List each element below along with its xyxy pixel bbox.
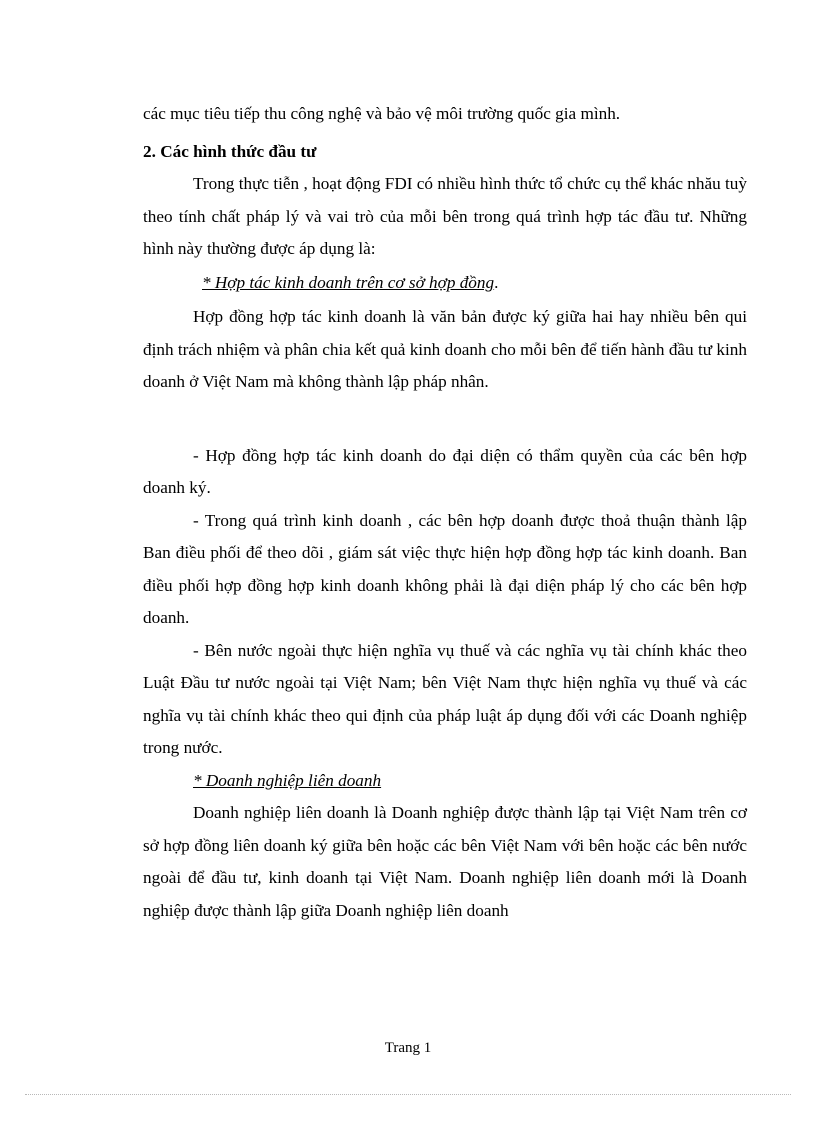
- subheading-joint-venture-text: * Doanh nghiệp liên doanh: [193, 770, 382, 790]
- document-body: [143, 98, 747, 927]
- intro-paragraph: Trong thực tiễn , hoạt động FDI có nhiều hình thức tổ chức cụ thể khác nhău tuỳ theo tính chất pháp lý và vai trò của mỗi bên trong quá trình hợp tác đầu tư. Những hình này thường được áp dụng là:: [143, 174, 747, 258]
- subheading-contract-cooperation: [143, 267, 747, 300]
- joint-venture-paragraph: Doanh nghiệp liên doanh là Doanh nghiệp được thành lập tại Việt Nam trên cơ sở hợp đồng liên doanh ký giữa bên hoặc các bên Việt Nam với bên hoặc các bên nước ngoài để đầu tư, kinh doanh tại Việt Nam. Doanh nghiệp liên doanh mới là Doanh nghiệp được thành lập giữa Doanh nghiệp liên doanh: [143, 803, 747, 920]
- section-heading: 2. Các hình thức đầu tư: [143, 141, 317, 161]
- subheading-contract-cooperation-text: * Hợp tác kinh doanh trên cơ sở hợp đồng: [202, 272, 495, 292]
- page-bottom-divider: [25, 1094, 791, 1095]
- subheading-period: .: [494, 272, 499, 292]
- page-number: Trang 1: [384, 1040, 432, 1056]
- bullet-item-1: - Hợp đồng hợp tác kinh doanh do đại diện có thẩm quyền của các bên hợp doanh ký.: [143, 445, 747, 497]
- bullet-item-3: - Bên nước ngoài thực hiện nghĩa vụ thuế và các nghĩa vụ tài chính khác theo Luật Đầu tư nước ngoài tại Việt Nam; bên Việt Nam thực hiện nghĩa vụ thuế và các nghĩa vụ tài chính khác theo qui định của pháp luật áp dụng đối với các Doanh nghiệp trong nước.: [143, 640, 747, 757]
- continuation-line: các mục tiêu tiếp thu công nghệ và bảo vệ môi trường quốc gia mình.: [143, 104, 621, 123]
- bullet-item-2: - Trong quá trình kinh doanh , các bên hợp doanh được thoả thuận thành lập Ban điều phối để theo dõi , giám sát việc thực hiện hợp đồng hợp tác kinh doanh. Ban điều phối hợp đồng hợp kinh doanh không phải là đại diện pháp lý cho các bên hợp doanh.: [143, 510, 747, 627]
- contract-paragraph: Hợp đồng hợp tác kinh doanh là văn bản được ký giữa hai hay nhiều bên qui định trách nhiệm và phân chia kết quả kinh doanh cho mỗi bên để tiến hành đầu tư kinh doanh ở Việt Nam mà không thành lập pháp nhân.: [143, 307, 747, 391]
- subheading-joint-venture: [143, 765, 747, 798]
